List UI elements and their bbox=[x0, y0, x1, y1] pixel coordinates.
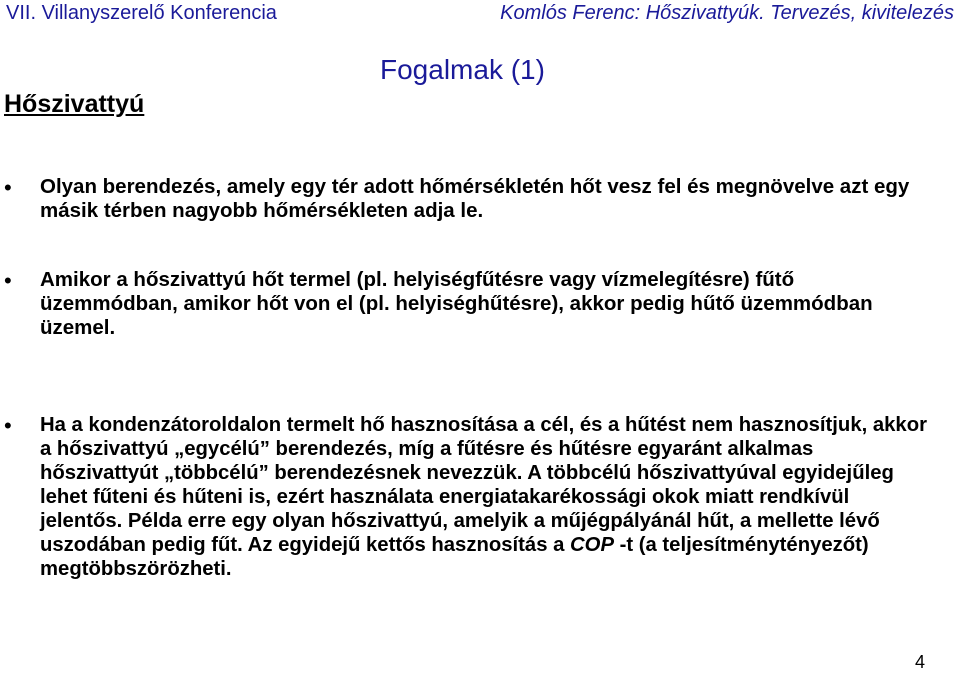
slide-title: Fogalmak (1) bbox=[380, 54, 545, 85]
cop-term: COP bbox=[570, 534, 614, 556]
page-number: 4 bbox=[914, 652, 925, 672]
bullet-text bbox=[40, 413, 932, 581]
bullet-text: Olyan berendezés, amely egy tér adott hőmérsékletén hőt vesz fel és megnövelve azt egy másik térben nagyobb hőmérsékleten adja le. bbox=[40, 175, 910, 222]
conference-header: VII. Villanyszerelő Konferencia bbox=[6, 2, 277, 24]
bullet-dot: • bbox=[4, 413, 12, 438]
bullet-dot: • bbox=[4, 268, 12, 293]
section-label: Hőszivattyú bbox=[4, 90, 145, 118]
bullet-text-part2: -t (a teljesítménytényezőt) megtöbbszörözheti. bbox=[40, 534, 869, 580]
bullet-dot: • bbox=[4, 175, 12, 200]
bullet-text-part1: Ha a kondenzátoroldalon termelt hő hasznosítása a cél, és a hűtést nem hasznosítjuk, akkor a hőszivattyú „egycélú” berendezés, míg a fűtésre és hűtésre egyaránt alkalmas hőszivattyút „többcélú” berendezésnek nevezzük. A többcélú hőszivattyúval egyidejűleg lehet fűteni és hűteni is, ezért használata energiatakarékossági okok miatt rendkívül jelentős. Példa erre egy olyan hőszivattyú, amelyik a műjégpályánál hűt, a mellette lévő uszodában pedig fűt. Az egyidejű kettős hasznosítás a bbox=[40, 414, 927, 556]
presentation-subtitle-header: Komlós Ferenc: Hőszivattyúk. Tervezés, kivitelezés bbox=[500, 2, 954, 24]
bullet-text: Amikor a hőszivattyú hőt termel (pl. helyiségfűtésre vagy vízmelegítésre) fűtő üzemmódban, amikor hőt von el (pl. helyiséghűtésre), akkor pedig hűtő üzemmódban üzemel. bbox=[40, 268, 873, 339]
